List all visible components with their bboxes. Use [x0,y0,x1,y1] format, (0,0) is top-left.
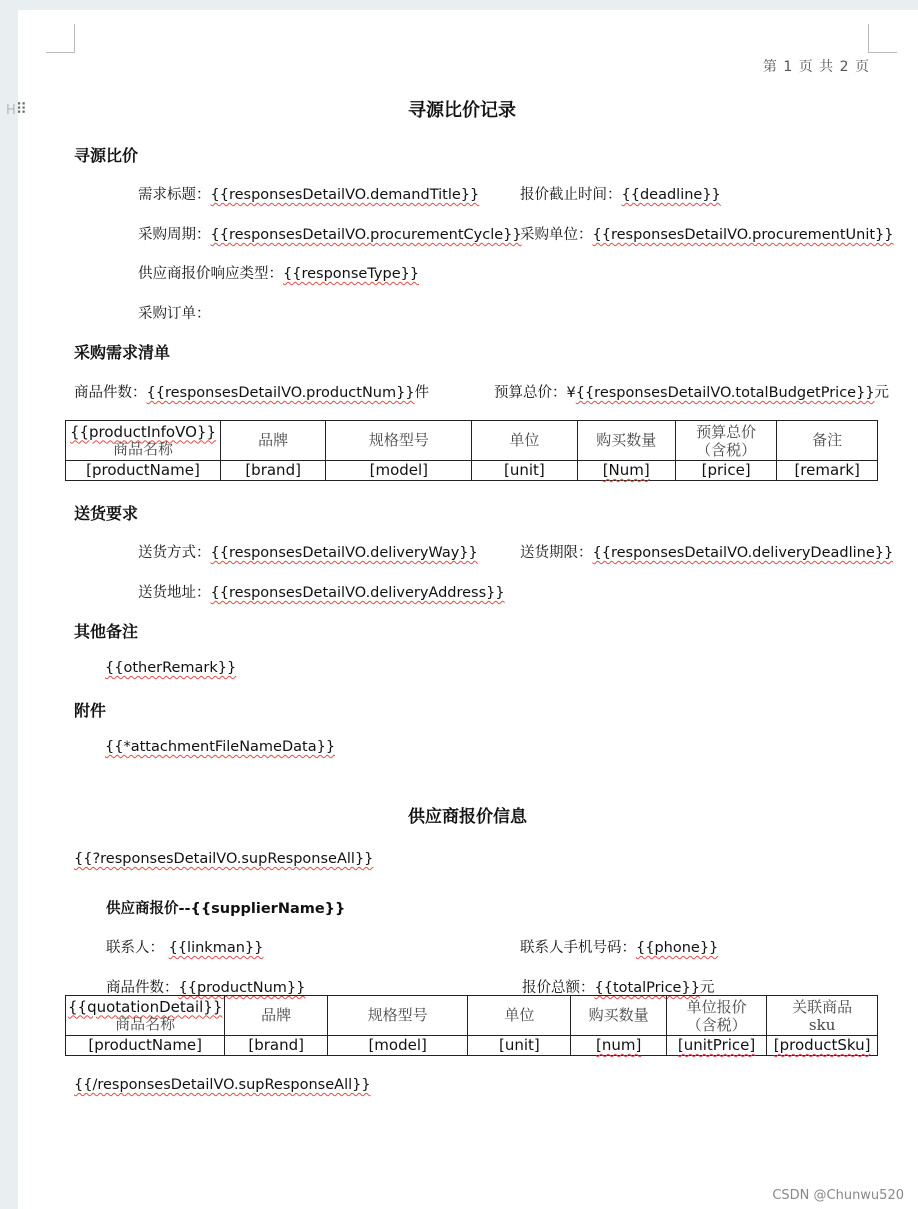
placeholder-total-budget: {{responsesDetailVO.totalBudgetPrice}} [575,385,875,401]
field-demand-title [138,183,479,204]
placeholder-total-price: {{totalPrice}} [594,980,700,996]
table-header-cell: 单位 [468,996,571,1036]
table-cell: [unitPrice] [666,1036,766,1056]
table-cell: [brand] [220,461,325,481]
table-row [66,461,878,481]
table-header-cell: 单位 [472,421,577,461]
field-label: 供应商报价响应类型： [138,266,283,282]
field-product-count [74,381,429,402]
placeholder-attachments: {{*attachmentFileNameData}} [105,739,336,755]
field-label: 送货期限： [520,545,593,561]
field-label: 商品件数： [106,980,179,996]
table-cell: [unit] [472,461,577,481]
demand-table [65,420,878,481]
table-cell: [productName] [66,461,221,481]
heading-attachments: 附件 [74,701,107,720]
heading-delivery: 送货要求 [74,504,139,523]
table-header-cell [66,421,221,461]
margin-corner-top-left [46,24,75,53]
document-page [15,10,918,1209]
placeholder-response-type: {{responseType}} [283,266,420,282]
field-label: 商品件数： [74,385,147,401]
placeholder-delivery-address: {{responsesDetailVO.deliveryAddress}} [210,585,505,601]
field-total-price [522,976,714,997]
table-header-cell [66,996,225,1036]
field-label: 报价截止时间： [520,187,622,203]
heading-style-marker: H [6,103,16,118]
table-header-cell: 预算总价 （含税） [675,421,776,461]
placeholder-other-remark: {{otherRemark}} [105,660,237,676]
field-linkman [106,936,263,957]
drag-grip-icon[interactable]: ⠿ [15,100,25,118]
table-header-row [66,996,878,1036]
table-loop-tag: {{productInfoVO}} [69,422,216,441]
supplier-subheading: 供应商报价--{{supplierName}} [106,901,346,917]
field-procurement-cycle [138,223,522,244]
placeholder-linkman: {{linkman}} [168,940,264,956]
heading-sourcing: 寻源比价 [74,146,139,165]
table-cell: [brand] [225,1036,328,1056]
field-total-budget [494,381,889,402]
placeholder-deadline: {{deadline}} [621,187,721,203]
table-cell: [model] [327,1036,467,1056]
quotation-table [65,995,878,1056]
paragraph-drag-handle[interactable] [6,100,25,118]
field-deadline [520,183,721,204]
table-header-cell: 备注 [777,421,878,461]
field-delivery-way [138,541,478,562]
table-cell: [unit] [468,1036,571,1056]
margin-corner-top-right [868,24,897,53]
table-header-cell: 品牌 [220,421,325,461]
header-label: 商品名称 [115,1014,176,1033]
table-header-cell: 购买数量 [577,421,675,461]
watermark: CSDN @Chunwu520 [772,1188,904,1203]
field-delivery-deadline [520,541,893,562]
table-cell: [model] [326,461,472,481]
unit-suffix: 件 [414,385,430,401]
table-cell: [remark] [777,461,878,481]
placeholder-product-count: {{responsesDetailVO.productNum}} [146,385,415,401]
field-label: 联系人： [106,940,164,956]
table-header-cell: 购买数量 [571,996,666,1036]
table-cell: [num] [571,1036,666,1056]
field-label: 预算总价：¥ [494,385,576,401]
table-header-cell: 品牌 [225,996,328,1036]
table-cell: [Num] [577,461,675,481]
table-header-cell: 规格型号 [327,996,467,1036]
field-label: 采购周期： [138,227,211,243]
unit-suffix: 元 [699,980,715,996]
unit-suffix: 元 [874,385,890,401]
field-label: 送货方式： [138,545,211,561]
field-delivery-address [138,581,505,602]
table-header-cell: 关联商品 sku [767,996,878,1036]
loop-end-tag: {{/responsesDetailVO.supResponseAll}} [74,1077,371,1093]
placeholder-delivery-way: {{responsesDetailVO.deliveryWay}} [210,545,478,561]
field-supplier-product-count [106,976,305,997]
table-loop-tag: {{quotationDetail}} [68,997,223,1016]
heading-other-remarks: 其他备注 [74,622,139,641]
table-cell: [productSku] [767,1036,878,1056]
heading-demand-list: 采购需求清单 [74,343,171,362]
placeholder-procurement-cycle: {{responsesDetailVO.procurementCycle}} [210,227,522,243]
header-label: 商品名称 [112,439,173,458]
table-row [66,1036,878,1056]
table-header-row [66,421,878,461]
placeholder-phone: {{phone}} [636,940,719,956]
supplier-section-title: 供应商报价信息 [408,807,527,827]
placeholder-delivery-deadline: {{responsesDetailVO.deliveryDeadline}} [592,545,894,561]
field-phone [520,936,718,957]
field-response-type [138,262,419,283]
field-label: 采购单位： [520,227,593,243]
field-label: 送货地址： [138,585,211,601]
table-cell: [price] [675,461,776,481]
table-cell: [productName] [66,1036,225,1056]
field-label: 联系人手机号码： [520,940,636,956]
document-title: 寻源比价记录 [408,100,516,121]
table-header-cell: 规格型号 [326,421,472,461]
field-label: 需求标题： [138,187,211,203]
field-purchase-order: 采购订单： [138,306,211,322]
loop-start-tag: {{?responsesDetailVO.supResponseAll}} [74,851,374,867]
placeholder-demand-title: {{responsesDetailVO.demandTitle}} [210,187,480,203]
field-label: 报价总额： [522,980,595,996]
table-header-cell: 单位报价 （含税） [666,996,766,1036]
placeholder-supplier-product-count: {{productNum}} [178,980,306,996]
page-number: 第 1 页 共 2 页 [762,59,870,75]
placeholder-procurement-unit: {{responsesDetailVO.procurementUnit}} [592,227,894,243]
field-procurement-unit [520,223,894,244]
